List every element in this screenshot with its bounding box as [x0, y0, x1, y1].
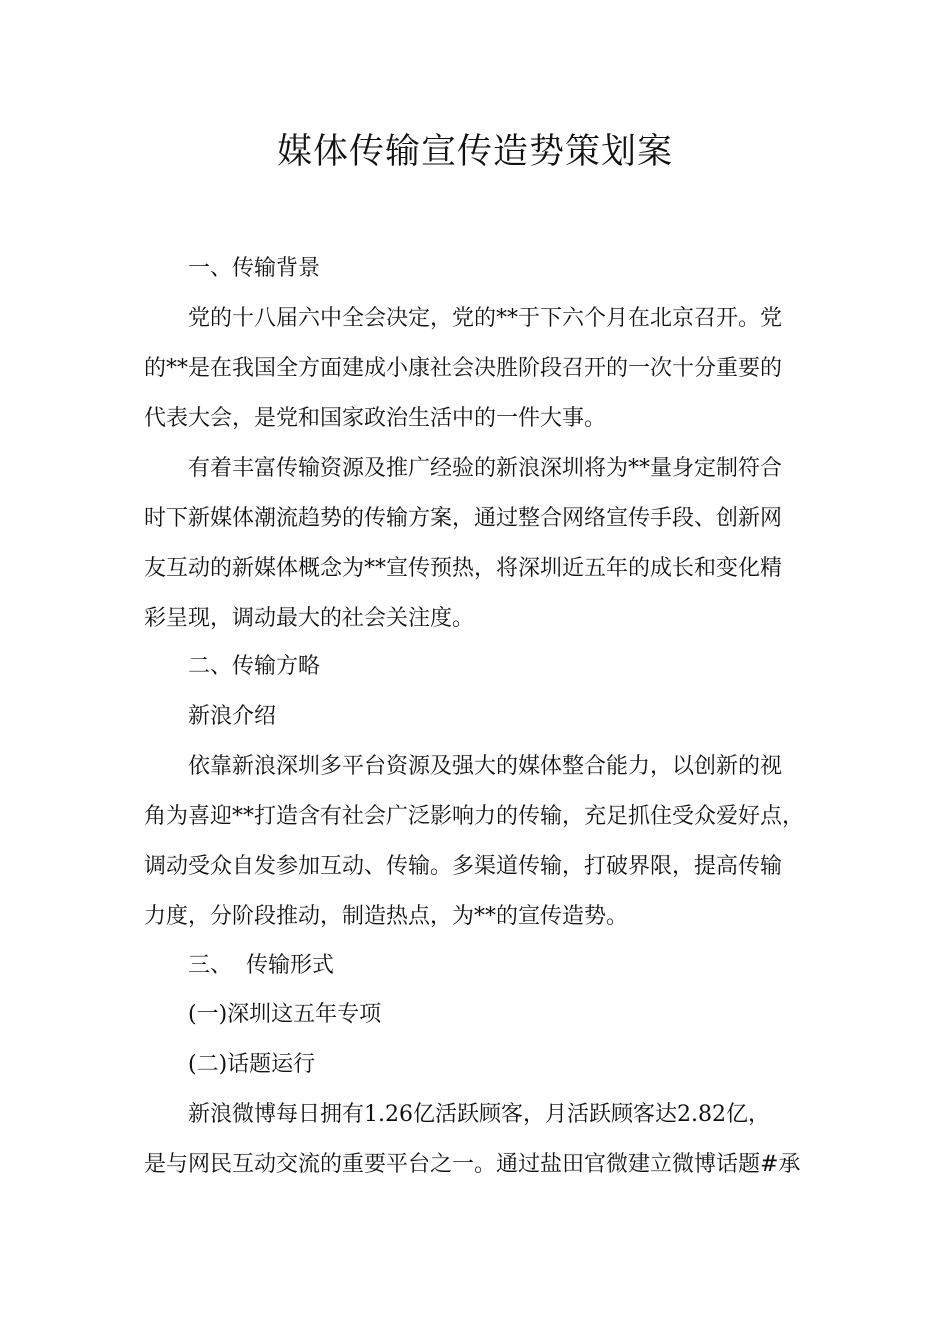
paragraph-line: 调动受众自发参加互动、传输。多渠道传输，打破界限，提高传输 — [144, 854, 783, 879]
paragraph-line: 时下新媒体潮流趋势的传输方案，通过整合网络宣传手段、创新网 — [144, 506, 783, 531]
paragraph-line: 代表大会，是党和国家政治生活中的一件大事。 — [144, 406, 607, 431]
paragraph-line: 友互动的新媒体概念为**宣传预热，将深圳近五年的成长和变化精 — [144, 556, 783, 581]
paragraph-line: 力度，分阶段推动，制造热点，为**的宣传造势。 — [144, 904, 629, 929]
subsection-heading: (二)话题运行 — [188, 1052, 316, 1077]
paragraph-line: 是与网民互动交流的重要平台之一。通过盐田官微建立微博话题#承 — [144, 1152, 801, 1177]
section-heading-format: 三、 传输形式 — [188, 953, 334, 978]
paragraph-line: 彩呈现，调动最大的社会关注度。 — [144, 606, 475, 631]
paragraph-line: 党的十八届六中全会决定，党的**于下六个月在北京召开。党 — [188, 306, 783, 331]
paragraph-line: 角为喜迎**打造含有社会广泛影响力的传输，充足抓住受众爱好点， — [144, 804, 805, 829]
paragraph-line: 有着丰富传输资源及推广经验的新浪深圳将为**量身定制符合 — [188, 456, 783, 481]
section-heading-background: 一、传输背景 — [188, 256, 321, 281]
paragraph-line: 新浪微博每日拥有1.26亿活跃顾客，月活跃顾客达2.82亿， — [188, 1102, 770, 1127]
subsection-heading: (一)深圳这五年专项 — [188, 1002, 382, 1027]
paragraph-line: 依靠新浪深圳多平台资源及强大的媒体整合能力，以创新的视 — [188, 754, 783, 779]
document-title: 媒体传输宣传造势策划案 — [276, 132, 673, 172]
subsection-heading: 新浪介绍 — [188, 704, 277, 729]
paragraph-line: 的**是在我国全方面建成小康社会决胜阶段召开的一次十分重要的 — [144, 356, 783, 381]
section-heading-strategy: 二、传输方略 — [188, 654, 321, 679]
